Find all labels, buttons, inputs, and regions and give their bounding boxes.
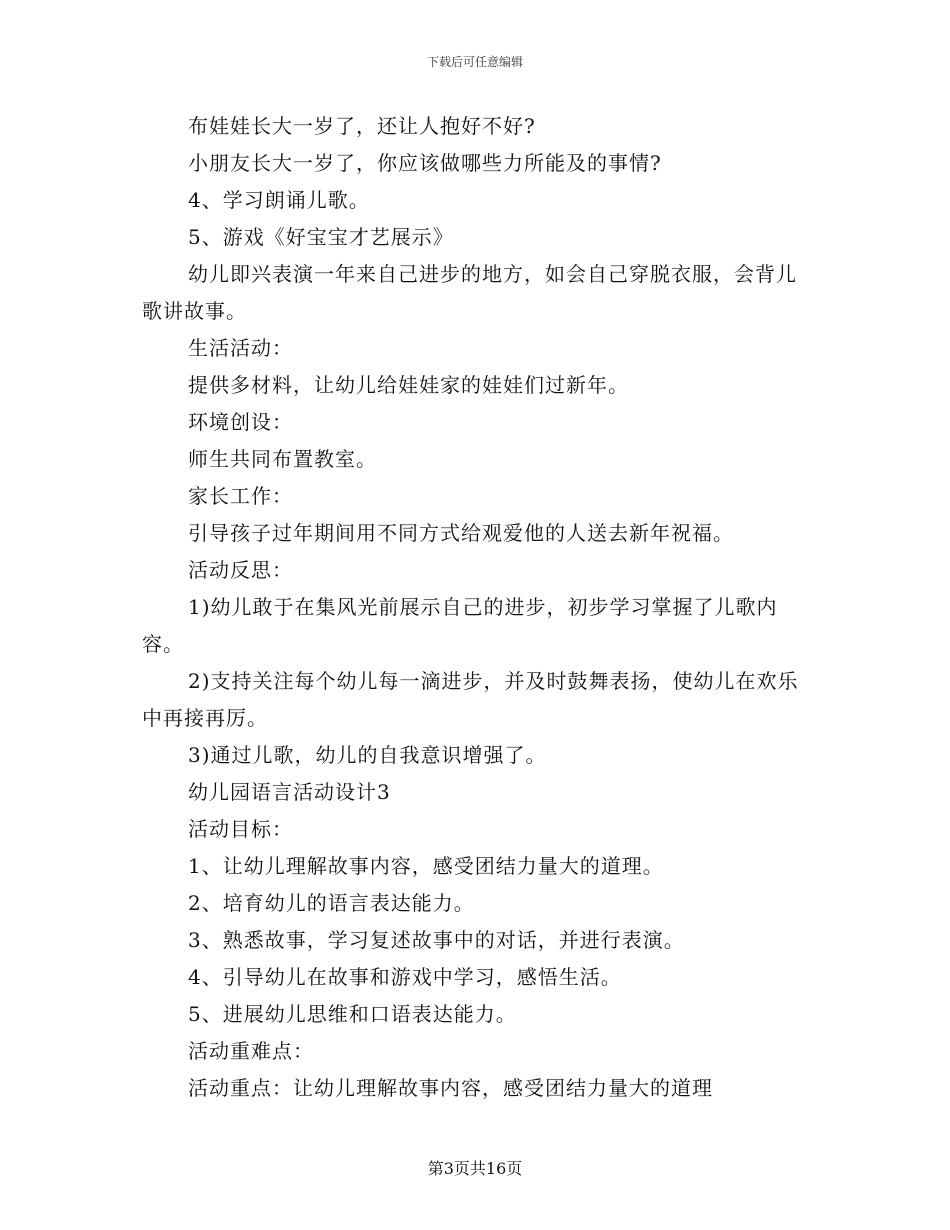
paragraph: 幼儿园语言活动设计3 <box>188 780 391 804</box>
paragraph: 活动反思： <box>188 558 293 582</box>
paragraph: 1)幼儿敢于在集风光前展示自己的进步，初步学习掌握了儿歌内容。 <box>142 595 778 656</box>
page-header: 下载后可任意编辑 <box>426 55 523 69</box>
paragraph: 布娃娃长大一岁了，还让人抱好不好? <box>188 114 536 138</box>
paragraph: 环境创设： <box>188 410 293 434</box>
paragraph: 5、游戏《好宝宝才艺展示》 <box>188 225 454 249</box>
paragraph: 提供多材料，让幼儿给娃娃家的娃娃们过新年。 <box>188 373 629 397</box>
paragraph: 4、引导幼儿在故事和游戏中学习，感悟生活。 <box>188 965 622 989</box>
document-body <box>142 108 802 1107</box>
paragraph: 5、进展幼儿思维和口语表达能力。 <box>188 1002 517 1026</box>
paragraph: 3)通过儿歌，幼儿的自我意识增强了。 <box>188 743 547 767</box>
paragraph: 幼儿即兴表演一年来自己进步的地方，如会自己穿脱衣服，会背儿歌讲故事。 <box>142 262 797 323</box>
paragraph: 活动重难点： <box>188 1039 314 1063</box>
paragraph: 师生共同布置教室。 <box>188 447 377 471</box>
paragraph: 2)支持关注每个幼儿每一滴进步，并及时鼓舞表扬，使幼儿在欢乐中再接再厉。 <box>142 669 799 730</box>
paragraph: 1、让幼儿理解故事内容，感受团结力量大的道理。 <box>188 854 664 878</box>
paragraph: 生活活动： <box>188 336 293 360</box>
page-footer: 第3页共16页 <box>427 1159 523 1178</box>
paragraph: 活动重点：让幼儿理解故事内容，感受团结力量大的道理 <box>188 1076 713 1100</box>
paragraph: 4、学习朗诵儿歌。 <box>188 188 370 212</box>
paragraph: 家长工作： <box>188 484 293 508</box>
paragraph: 3、熟悉故事，学习复述故事中的对话，并进行表演。 <box>188 928 685 952</box>
paragraph: 2、培育幼儿的语言表达能力。 <box>188 891 475 915</box>
paragraph: 活动目标： <box>188 817 293 841</box>
paragraph: 引导孩子过年期间用不同方式给观爱他的人送去新年祝福。 <box>188 521 734 545</box>
paragraph: 小朋友长大一岁了，你应该做哪些力所能及的事情? <box>188 151 662 175</box>
